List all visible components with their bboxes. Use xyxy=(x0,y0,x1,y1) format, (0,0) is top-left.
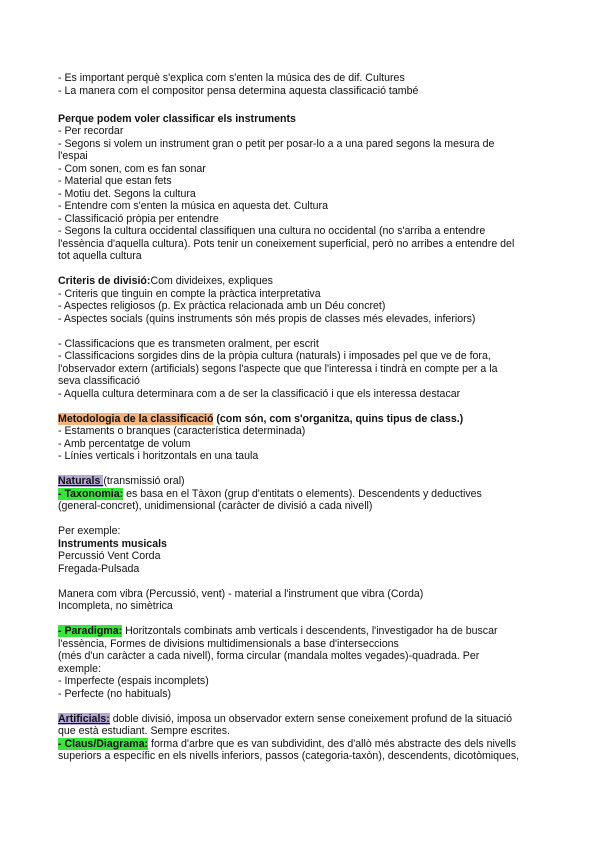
artificials-text: doble divisió, imposa un observador extern sense coneixement profund de la situació xyxy=(109,712,513,725)
claus-text: forma d'arbre que es van subdividint, des d'allò més abstracte des dels nivells xyxy=(148,737,517,750)
metodologia-heading-line xyxy=(58,413,544,426)
criteris-item: - Aspectes religiosos (p. Ex pràctica relacionada amb un Déu concret) xyxy=(58,300,386,312)
why-heading: Perque podem voler classificar els instruments xyxy=(58,112,296,125)
example-row: Percussió Vent Corda xyxy=(58,550,161,562)
why-item: - Material que estan fets xyxy=(58,175,172,187)
taxonomia-line xyxy=(58,488,544,501)
criteris-item: - Criteris que tinguin en compte la pràctica interpretativa xyxy=(58,287,321,300)
why-item: - Classificació pròpia per entendre xyxy=(58,212,219,225)
paradigma-label: - Paradigma: xyxy=(58,625,123,637)
taxonomia-text: es basa en el Tàxon (grup d'entitats o elements). Descendents y deductives xyxy=(123,487,482,500)
why-item: tot aquella cultura xyxy=(58,250,142,262)
intro-line: - Es important perquè s'explica com s'enten la música des de dif. Cultures xyxy=(58,72,405,84)
claus-label: - Claus/Diagrama: xyxy=(58,737,149,750)
metodologia-heading: Metodologia de la classificació xyxy=(58,412,214,425)
taxonomia-text-cont: (general-concret), unidimensional (caràcter de divisió a cada nivell) xyxy=(58,500,373,512)
naturals-heading-line xyxy=(58,475,544,488)
paradigma-line xyxy=(58,625,544,638)
why-item: - Segons la cultura occidental classifiquen una cultura no occidental (no s'arriba a entendre xyxy=(58,225,486,237)
paradigma-item: - Perfecte (no habituals) xyxy=(58,687,172,700)
criteris-item: - Classificacions sorgides dins de la pròpia cultura (naturals) i imposades pel que ve de fora, xyxy=(58,350,491,362)
example-line: Manera com vibra (Percussió, vent) - material a l'instrument que vibra (Corda) xyxy=(58,587,424,600)
paradigma-text-cont: (més d'un caràcter a cada nivell), forma circular (mandala moltes vegades)-quadrada. Per xyxy=(58,650,480,662)
artificials-text-cont: que està estudiant. Sempre escrites. xyxy=(58,725,230,737)
example-intro: Per exemple: xyxy=(58,525,121,537)
criteris-subtitle: Com divideixes, expliques xyxy=(150,275,273,287)
criteris-heading-line xyxy=(58,275,544,288)
why-item: l'essència d'aquella cultura). Pots tenir un coneixement superficial, però no arribes a entendre del xyxy=(58,237,515,250)
criteris-heading: Criteris de divisió: xyxy=(58,275,151,287)
metodologia-item: - Amb percentatge de volum xyxy=(58,437,191,450)
criteris-item: - Aspectes socials (quins instruments són més propis de classes més elevades, inferiors) xyxy=(58,312,476,325)
metodologia-subtitle: (com són, com s'organitza, quins tipus de class.) xyxy=(213,412,464,425)
why-item: - Entendre com s'enten la música en aquesta det. Cultura xyxy=(58,200,328,212)
metodologia-item: - Estaments o branques (característica determinada) xyxy=(58,425,306,437)
artificials-line xyxy=(58,713,544,726)
paradigma-text-cont: exemple: xyxy=(58,662,101,675)
taxonomia-label: - Taxonomia: xyxy=(58,487,124,500)
paradigma-text-cont: l'essència, Formes de divisions multidimensionals a base d'interseccions xyxy=(58,637,399,650)
example-line: Incompleta, no simètrica xyxy=(58,600,173,612)
naturals-subtitle: (transmissió oral) xyxy=(103,475,185,487)
why-item: l'espai xyxy=(58,150,88,162)
criteris-item: - Classificacions que es transmeten oralment, per escrit xyxy=(58,337,319,350)
claus-line xyxy=(58,738,544,751)
why-item: - Com sonen, com es fan sonar xyxy=(58,162,206,175)
naturals-heading: Naturals xyxy=(58,475,104,487)
criteris-item: l'observador extern (artificials) segons l'aspecte que que l'interessa i tindrà en compte per a la xyxy=(58,362,498,375)
artificials-heading: Artificials: xyxy=(58,712,110,725)
criteris-item: seva classificació xyxy=(58,375,140,387)
document-body xyxy=(58,72,544,763)
why-item: - Segons si volem un instrument gran o petit per posar-lo a a una pared segons la mesura de xyxy=(58,137,495,150)
metodologia-item: - Línies verticals i horitzontals en una taula xyxy=(58,450,259,462)
why-item: - Motiu det. Segons la cultura xyxy=(58,187,196,200)
paradigma-text: Horitzontals combinats amb verticals i descendents, l'investigador ha de buscar xyxy=(122,625,498,637)
intro-line: - La manera com el compositor pensa determina aquesta classificació també xyxy=(58,84,419,97)
why-item: - Per recordar xyxy=(58,125,124,137)
claus-text-cont: superiors a específic en els nivells inferiors, passos (categoria-taxòn), descendents, dicotòmiques, xyxy=(58,750,520,762)
criteris-item: - Aquella cultura determinara com a de ser la classificació i que els interessa destacar xyxy=(58,387,461,400)
example-row: Fregada-Pulsada xyxy=(58,562,140,575)
paradigma-item: - Imperfecte (espais incomplets) xyxy=(58,675,209,687)
example-title: Instruments musicals xyxy=(58,537,167,550)
